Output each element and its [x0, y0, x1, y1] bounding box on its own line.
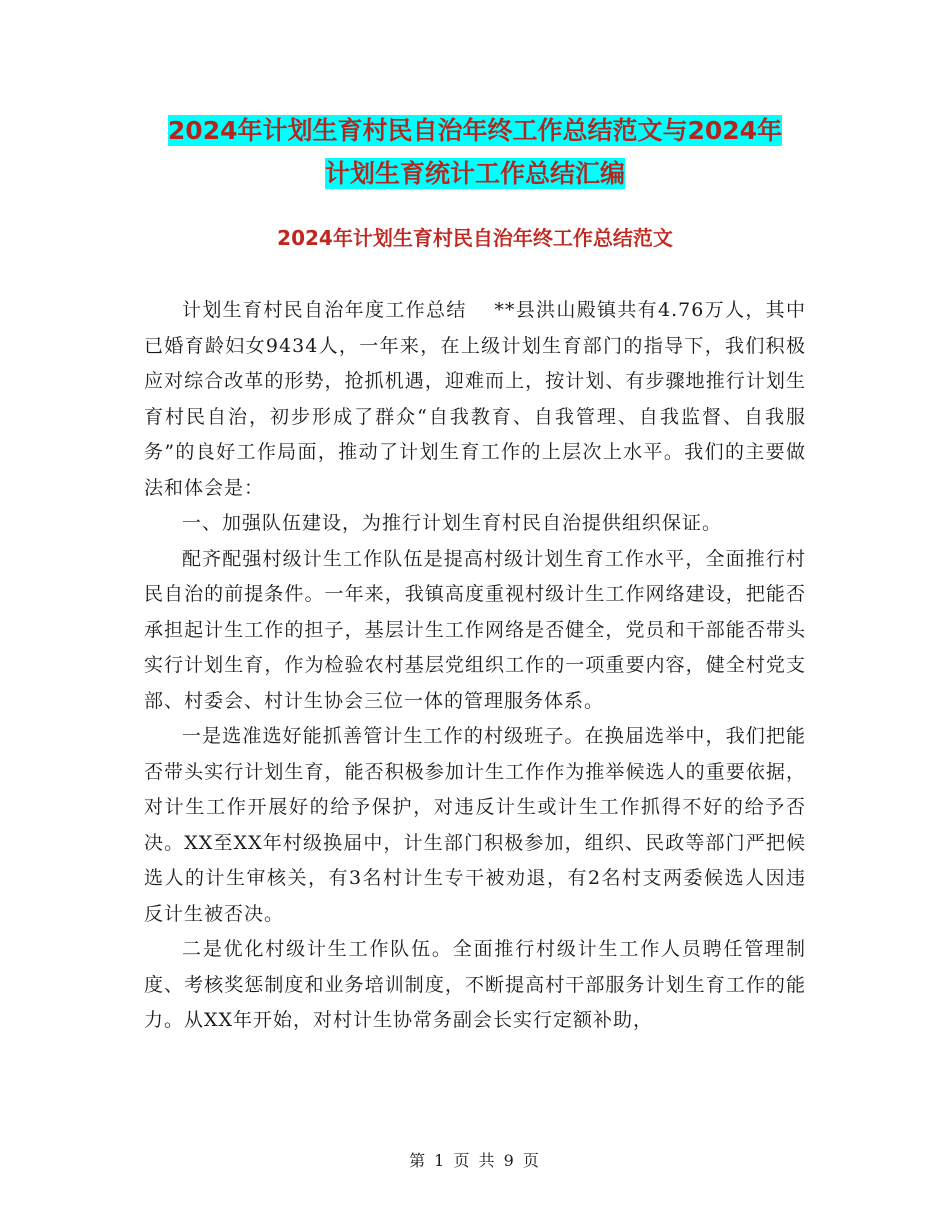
paragraph-intro: 计划生育村民自治年度工作总结 **县洪山殿镇共有4.76万人，其中已婚育龄妇女9434人，一年来，在上级计划生育部门的指导下，我们积极应对综合改革的形势，抢抓机遇，迎难而上，按计划、有步骤地推行计划生育村民自治，初步形成了群众“自我教育、自我管理、自我监督、自我服务”的良好工作局面，推动了计划生育工作的上层次上水平。我们的主要做法和体会是： — [144, 299, 806, 499]
highlighted-title-text-1: 2024年计划生育村民自治年终工作总结范文与2024年 — [167, 116, 783, 145]
page-footer: 第 1 页 共 9 页 — [409, 1151, 541, 1170]
section-title: 2024年计划生育村民自治年终工作总结范文 — [277, 226, 673, 250]
paragraph-heading-1: 一、加强队伍建设，为推行计划生育村民自治提供组织保证。 — [182, 512, 723, 534]
document-title-line-1 — [0, 114, 950, 148]
paragraph-point-2: 二是优化村级计生工作队伍。全面推行村级计生工作人员聘任管理制度、考核奖惩制度和业务培训制度，不断提高村干部服务计划生育工作的能力。从XX年开始，对村计生协常务副会长实行定额补助， — [144, 938, 806, 1031]
paragraph-point-1: 一是选准选好能抓善管计生工作的村级班子。在换届选举中，我们把能否带头实行计划生育，能否积极参加计生工作作为推举候选人的重要依据，对计生工作开展好的给予保护，对违反计生或计生工作抓得不好的给予否决。XX至XX年村级换届中，计生部门积极参加，组织、民政等部门严把候选人的计生审核关，有3名村计生专干被劝退，有2名村支两委候选人因违反计生被否决。 — [144, 725, 806, 925]
document-title-line-2 — [0, 157, 950, 191]
highlighted-title-text-2: 计划生育统计工作总结汇编 — [324, 159, 625, 188]
document-body — [144, 293, 806, 1039]
paragraph-team: 配齐配强村级计生工作队伍是提高村级计划生育工作水平，全面推行村民自治的前提条件。一年来，我镇高度重视村级计生工作网络建设，把能否承担起计生工作的担子，基层计生工作网络是否健全，党员和干部能否带头实行计划生育，作为检验农村基层党组织工作的一项重要内容，健全村党支部、村委会、村计生协会三位一体的管理服务体系。 — [144, 547, 806, 712]
